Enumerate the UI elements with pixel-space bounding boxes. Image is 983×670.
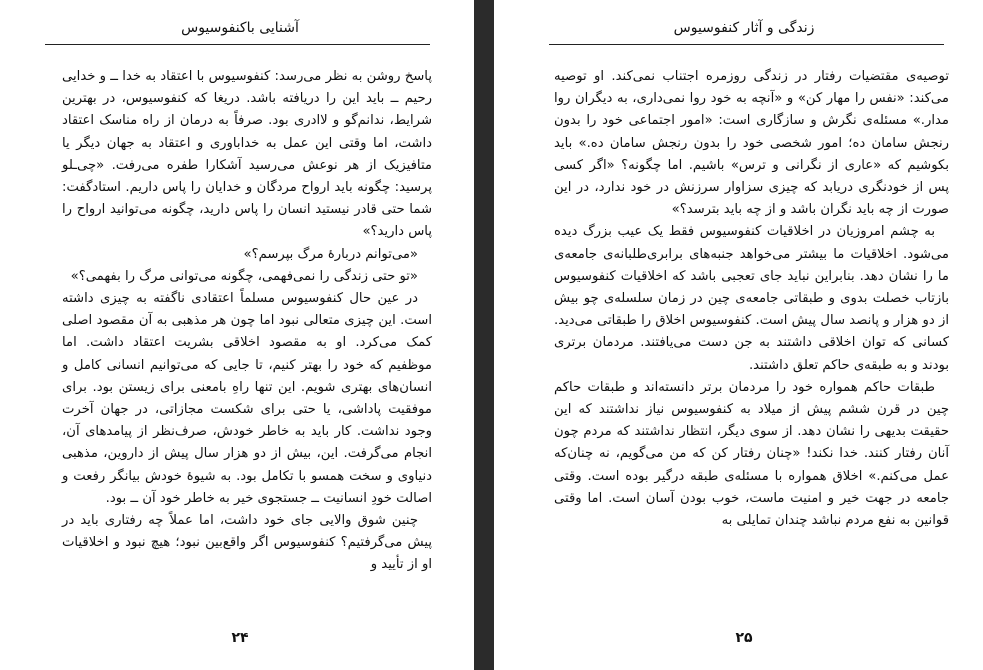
right-paragraph-3: طبقات حاکم همواره خود را مردمان برتر دانسته‌اند و طبقات حاکم چین در قرن ششم پیش از میلاد به کنفوسیوس نیاز نداشتند که این حقیقت بدیهی را نشان دهد. از سوی دیگر، انتظار نداشتند که مردم چون آنان رفتار کنند. خدا نکند! «چنان رفتار کن که من می‌گویم، نه چنان‌که عمل می‌کنم.» اخلاق همواره با مسئله‌ی طبقه درگیر بوده است. وقتی جامعه در جهت خیر و امنیت ماست، خوب بودن آسان است. اما وقتی قوانین به نفع مردم نباشد چندان تمایلی به bbox=[554, 379, 949, 529]
left-paragraph-4: در عین حال کنفوسیوس مسلماً اعتقادی ناگفته به چیزی داشته است. این چیزی متعالی نبود اما چون هر مذهبی به آن مقصود اصلی کمک می‌کرد. او به مقصود اخلاقی بشریت اعتقاد داشت. اما موظفیم که خود را بهتر کنیم، تا جایی که می‌توانیم انسانی کامل و انسان‌های بهتری شویم. این تنها راهِ بامعنی برای زیستن بود. برای موفقیت پاداشی، یا حتی برای شکست مجازاتی، در جهان آخرت وجود نداشت. کار باید به خاطر خودش، صرف‌نظر از پیامدهای آن، انجام می‌گرفت. این، بیش از دو هزار سال پیش از داروین، مذهبی دنیاوی و سخت همسو با تکامل بود. به شیوهٔ خودش بیانگر رفعت و اصالت خودِ انسانیت ــ جستجوی خیر به خاطر خود آن ــ بود. bbox=[62, 291, 432, 506]
left-paragraph-2: «می‌توانم دربارهٔ مرگ بپرسم؟» bbox=[243, 246, 418, 262]
right-paragraph-1: توصیه‌ی مقتضیات رفتار در زندگی روزمره اجتناب نمی‌کند. او توصیه می‌کند: «نفس را مهار کن» و «آنچه به خود روا نمی‌داری، به دیگران روا مدار.» مسئله‌ی نگرش و سازگاری است: «امور اجتماعی خود را بدون رنجش سامان ده؛ امور شخصی خود را بدون رنجش سامان ده.» باید بکوشیم که «عاری از نگرانی و ترس» باشیم. اما چگونه؟ «اگر کسی پس از خودنگری دریابد که چیزی سزاوار سرزنش در خود ندارد، در این صورت از چه باید نگران باشد و از چه باید بترسد؟» bbox=[554, 69, 949, 218]
right-body-text bbox=[554, 66, 949, 532]
right-paragraph-2: به چشم امروزیان در اخلاقیات کنفوسیوس فقط یک عیب بزرگ دیده می‌شود. اخلاقیات ما بیشتر می‌خواهد جنبه‌های برابری‌طلبانه‌ی جامعه‌ی ما را نشان دهد. بنابراین نباید جای تعجبی باشد که اخلاقیات کنفوسیوس بازتاب خصلت بدوی و طبقاتی جامعه‌ی چین در زمان سلسله‌ی چو بیش از دو هزار و پانصد سال پیش است. کنفوسیوس اخلاق را طبقاتی می‌دید. کسانی که توان اخلاقی داشتند به جن دست می‌یافتند. مردمان برتری بودند و به طبقه‌ی حاکم تعلق داشتند. bbox=[554, 224, 949, 373]
book-gutter bbox=[474, 0, 494, 670]
right-page bbox=[494, 0, 983, 670]
left-body-text bbox=[62, 66, 432, 577]
left-paragraph-3: «تو حتی زندگی را نمی‌فهمی، چگونه می‌توانی مرگ را بفهمی؟» bbox=[70, 268, 418, 284]
left-header-rule bbox=[45, 44, 430, 45]
left-paragraph-5: چنین شوق والایی جای خود داشت، اما عملاً چه رفتاری باید در پیش می‌گرفتیم؟ کنفوسیوس اگر واقع‌بین نبود؛ هیچ نبود و اخلاقیات او از تأیید و bbox=[62, 513, 432, 573]
right-running-head: زندگی و آثار کنفوسیوس bbox=[673, 20, 815, 36]
left-running-head: آشنایی باکنفوسیوس bbox=[181, 20, 299, 36]
left-page-number: ۲۴ bbox=[231, 630, 249, 646]
left-paragraph-1: پاسخ روشن به نظر می‌رسد: کنفوسیوس با اعتقاد به خدا ــ و خدایی رحیم ــ باید این را دریافته باشد. دریغا که کنفوسیوس، در بهترین شرایط، ندانم‌گو و لاادری بود. صرفاً به درمان از راه مناسک اعتقاد داشت، اما وقتی این عمل به خداباوری و اعتقاد به جهان دیگر یا متافیزیک از هر نوعش می‌رسید آشکارا طفره می‌رفت. «چی‌ـلو پرسید: چگونه باید ارواح مردگان و خدایان را پاس داریم. استادگفت: شما حتی قادر نیستید انسان را پاس دارید، چگونه می‌توانید ارواح را پاس دارید؟» bbox=[62, 69, 432, 240]
left-page bbox=[0, 0, 474, 670]
right-page-number: ۲۵ bbox=[735, 630, 753, 646]
right-header-rule bbox=[549, 44, 944, 45]
